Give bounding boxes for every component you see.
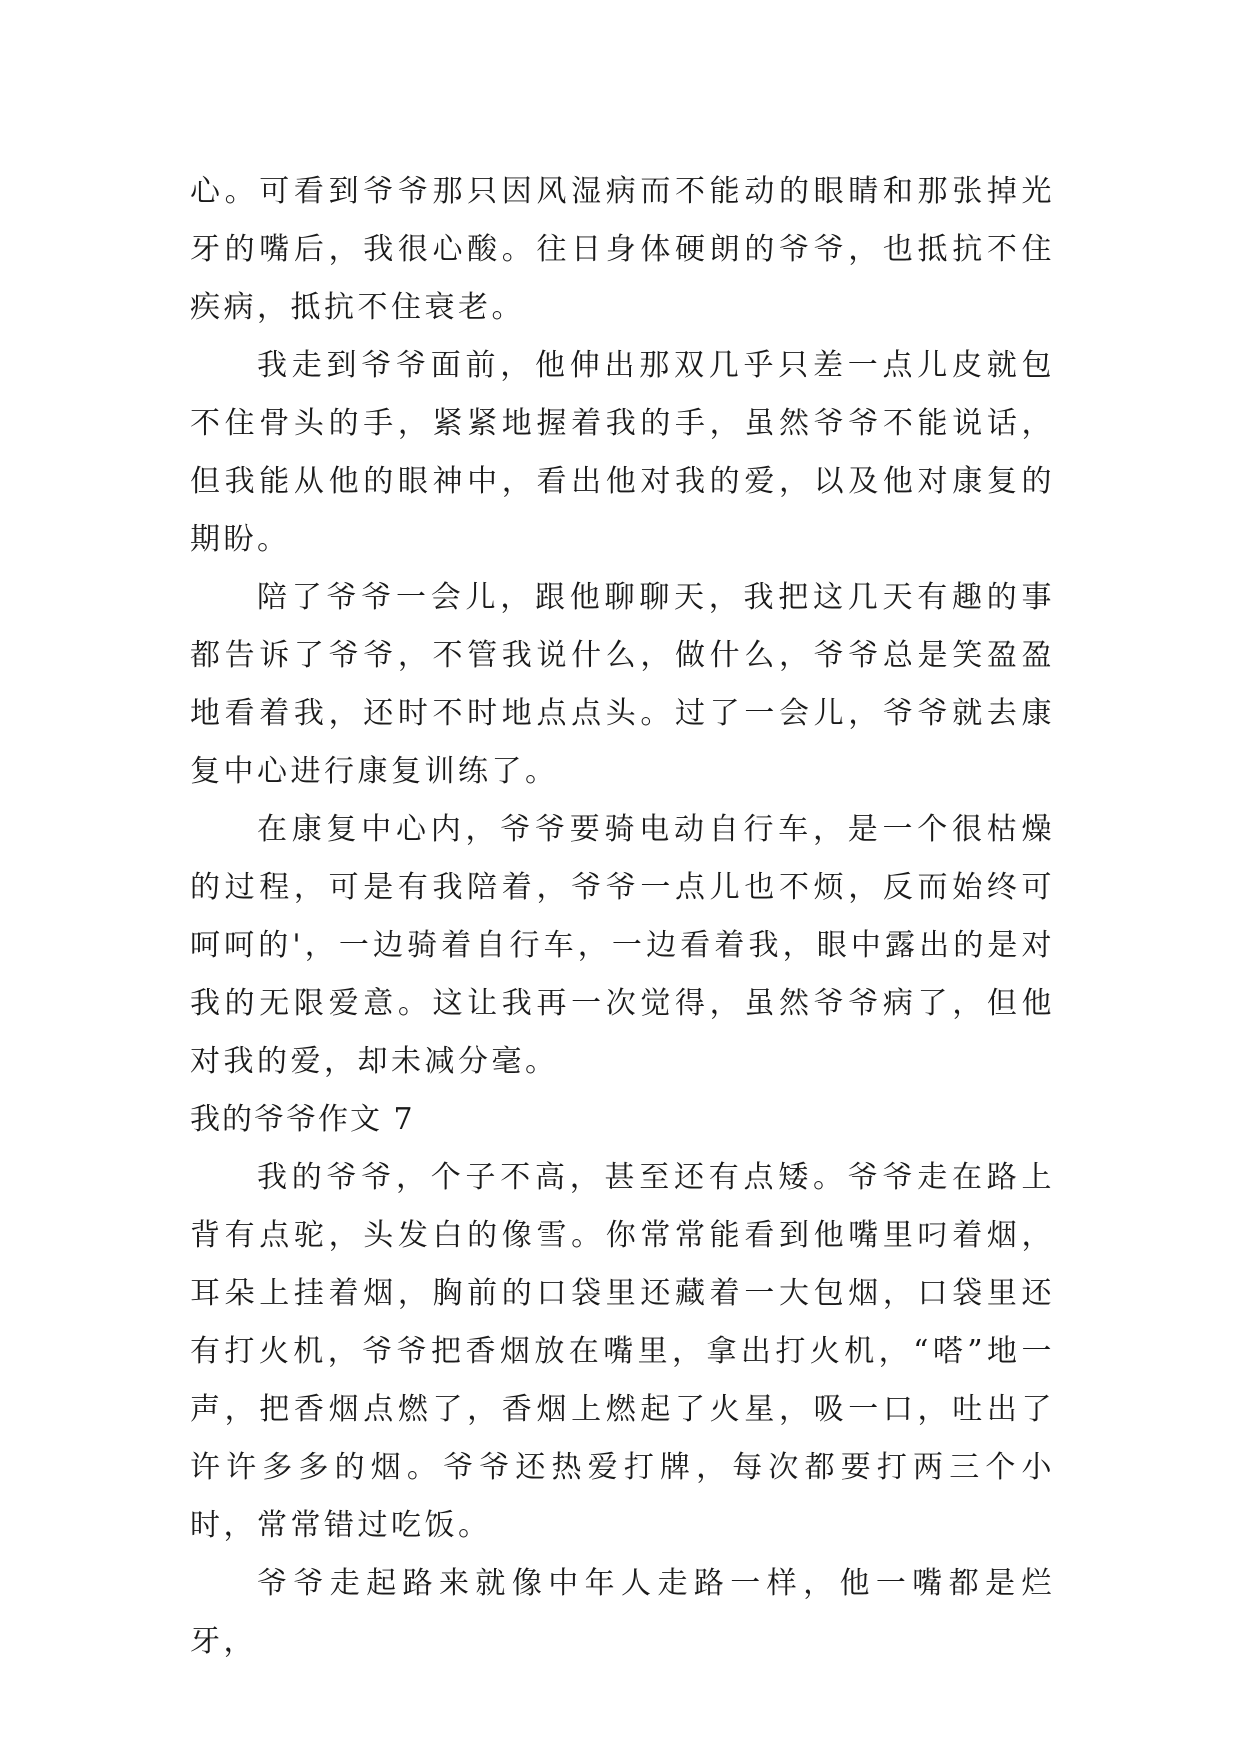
- section-title: 我的爷爷作文 7: [190, 1102, 415, 1137]
- paragraph-3: 陪了爷爷一会儿，跟他聊聊天，我把这几天有趣的事都告诉了爷爷，不管我说什么，做什么，爷爷总是笑盈盈地看着我，还时不时地点点头。过了一会儿，爷爷就去康复中心进行康复训练了。: [190, 580, 1055, 789]
- paragraph-5: 我的爷爷，个子不高，甚至还有点矮。爷爷走在路上背有点驼，头发白的像雪。你常常能看到他嘴里叼着烟，耳朵上挂着烟，胸前的口袋里还藏着一大包烟，口袋里还有打火机，爷爷把香烟放在嘴里，拿出打火机，“嗒”地一声，把香烟点燃了，香烟上燃起了火星，吸一口，吐出了许许多多的烟。爷爷还热爱打牌，每次都要打两三个小时，常常错过吃饭。: [190, 1160, 1055, 1543]
- paragraph-1: 心。可看到爷爷那只因风湿病而不能动的眼睛和那张掉光牙的嘴后，我很心酸。往日身体硬朗的爷爷，也抵抗不住疾病，抵抗不住衰老。: [190, 174, 1055, 325]
- paragraph-4: 在康复中心内，爷爷要骑电动自行车，是一个很枯燥的过程，可是有我陪着，爷爷一点儿也不烦，反而始终可呵呵的'，一边骑着自行车，一边看着我，眼中露出的是对我的无限爱意。这让我再一次觉得，虽然爷爷病了，但他对我的爱，却未减分毫。: [190, 812, 1055, 1079]
- paragraph-6: 爷爷走起路来就像中年人走路一样，他一嘴都是烂牙，: [190, 1566, 1055, 1659]
- document-body: [190, 163, 1055, 1671]
- paragraph-2: 我走到爷爷面前，他伸出那双几乎只差一点儿皮就包不住骨头的手，紧紧地握着我的手，虽然爷爷不能说话，但我能从他的眼神中，看出他对我的爱，以及他对康复的期盼。: [190, 348, 1055, 557]
